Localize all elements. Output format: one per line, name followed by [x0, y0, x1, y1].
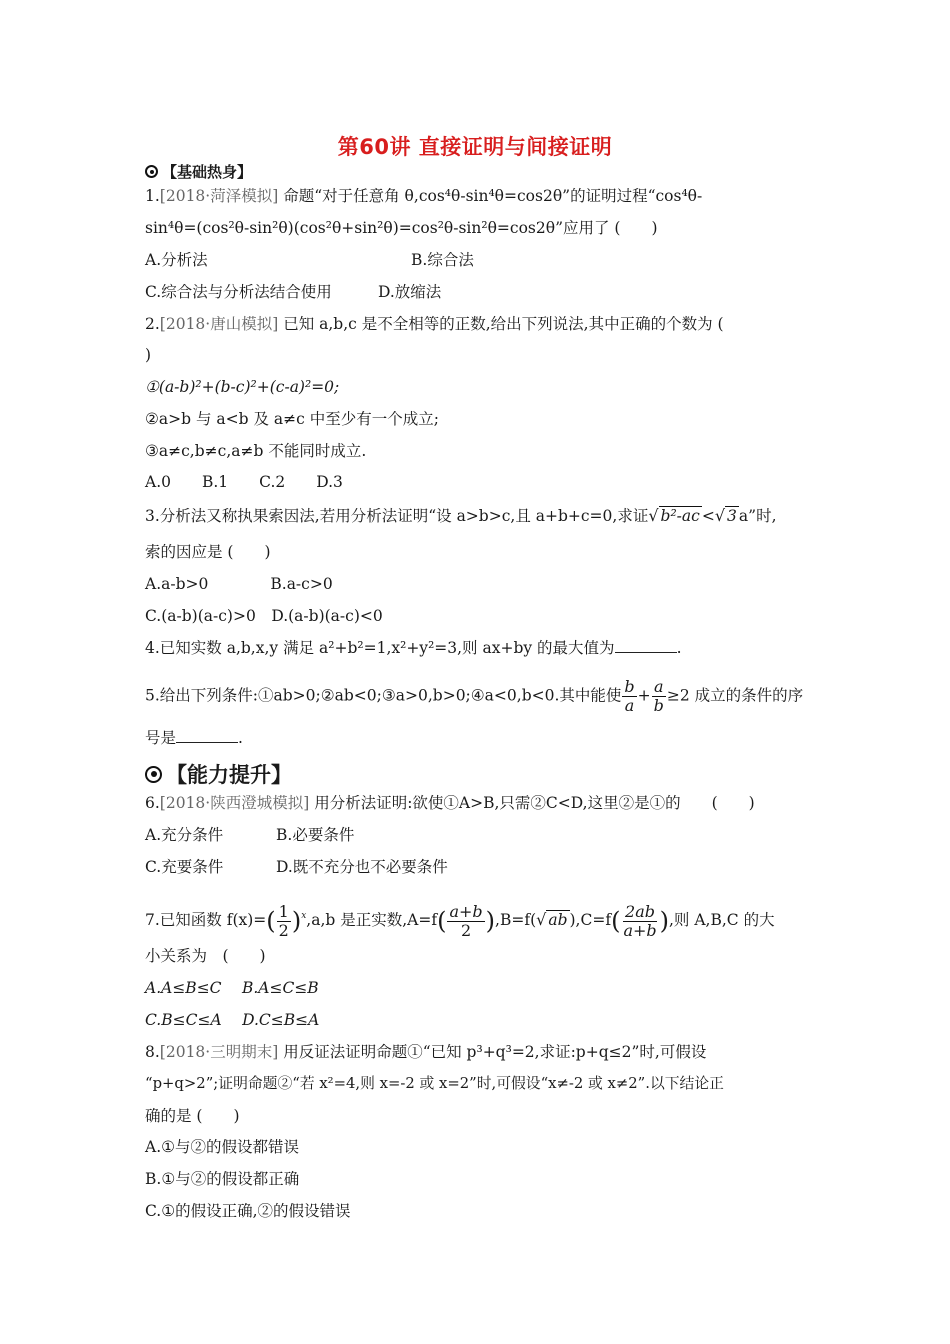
- q6-option-c: C.充要条件: [145, 858, 224, 876]
- target-icon: [145, 165, 158, 178]
- q7-text-b: ,a,b 是正实数,A=f: [306, 911, 438, 929]
- q2-source: [2018·唐山模拟]: [159, 315, 279, 333]
- q2-options: A.0 B.1 C.2 D.3: [145, 473, 343, 491]
- answer-blank[interactable]: [615, 638, 677, 653]
- answer-blank[interactable]: [176, 728, 238, 743]
- q5-plus: +: [637, 686, 651, 705]
- radical-sign: √: [648, 506, 659, 525]
- q7-text-c: ,B=f(: [495, 911, 537, 929]
- q8-option-b: B.①与②的假设都正确: [145, 1170, 300, 1188]
- q1-option-b: B.综合法: [411, 251, 474, 269]
- q8-line1: [145, 1042, 706, 1062]
- q2-line1: [145, 314, 724, 334]
- q2-item-2: ②a>b 与 a<b 及 a≠c 中至少有一个成立;: [145, 410, 439, 428]
- section-basic: [145, 161, 252, 182]
- q7-fraction-2ab-over-a-plus-b: [621, 903, 658, 940]
- frac-denominator: b: [653, 696, 664, 715]
- q5-line1: [145, 678, 803, 715]
- q5-text: 5.给出下列条件:①ab>0;②ab<0;③a>0,b>0;④a<0,b<0.其中能使: [145, 686, 622, 705]
- q6-option-b: B.必要条件: [276, 826, 355, 844]
- q4-end: .: [676, 639, 682, 657]
- q8-line2: “p+q>2”;证明命题②“若 x²=4,则 x=-2 或 x=2”时,可假设“x≠-2 或 x≠2”.以下结论正: [145, 1075, 724, 1092]
- q8-option-a: A.①与②的假设都错误: [145, 1138, 300, 1156]
- frac-denominator: 2: [460, 920, 472, 940]
- q3-options-ab: A.a-b>0 B.a-c>0: [145, 575, 333, 593]
- q6-number: 6.: [145, 794, 160, 812]
- q2-item-3: ③a≠c,b≠c,a≠b 不能同时成立.: [145, 442, 367, 460]
- q4-text: 4.已知实数 a,b,x,y 满足 a²+b²=1,x²+y²=3,则 ax+by 的最大值为: [145, 639, 615, 657]
- frac-denominator: a+b: [623, 920, 657, 940]
- q2-text: 已知 a,b,c 是不全相等的正数,给出下列说法,其中正确的个数为 (: [283, 315, 724, 333]
- frac-numerator: 1: [278, 901, 289, 921]
- q5-text-after: ≥2 成立的条件的序: [666, 686, 804, 705]
- q5-text-b: 号是: [145, 729, 177, 747]
- q3-line2: 索的因应是 ( ): [145, 543, 271, 561]
- q7-text-e: ,则 A,B,C 的大: [669, 911, 775, 929]
- frac-numerator: a: [654, 677, 664, 696]
- q3-less-than: <: [701, 507, 715, 525]
- q8-source: [2018·三明期末]: [159, 1043, 279, 1061]
- target-icon: [145, 766, 162, 783]
- q1-option-d: D.放缩法: [378, 283, 442, 301]
- q5-fraction-a-over-b: [652, 678, 666, 715]
- q3-line1: [145, 506, 777, 526]
- q5-fraction-b-over-a: [622, 678, 636, 715]
- section-advanced: [145, 759, 292, 789]
- q1-line1: [145, 186, 702, 206]
- q6-line: [145, 793, 755, 813]
- q7-line1: 7.已知函数 f(x)=( $\frac{1}{2}$ )$^x$,a,b 是正实数,A=f( $\frac{a+b}{2}$ ),B=f(√ ab ),C=f( $\frac{2ab}{a+b}$ ),则 A,B,C 的大: [145, 901, 775, 940]
- section-basic-label: 【基础热身】: [162, 163, 253, 181]
- q3-text: 3.分析法又称执果索因法,若用分析法证明“设 a>b>c,且 a+b+c=0,求证: [145, 507, 649, 525]
- q7-line2: 小关系为 ( ): [145, 947, 266, 965]
- q5-end: .: [238, 729, 243, 747]
- q1-source: [2018·菏泽模拟]: [159, 187, 279, 205]
- q7-radicand: ab: [548, 911, 568, 929]
- q1-line2: sin⁴θ=(cos²θ-sin²θ)(cos²θ+sin²θ)=cos²θ-sin²θ=cos2θ”应用了 ( ): [145, 219, 658, 237]
- q8-number: 8.: [145, 1043, 160, 1061]
- q7-options-ab: A.A≤B≤C B.A≤C≤B: [145, 979, 319, 997]
- q8-text-a: 用反证法证明命题①“已知 p³+q³=2,求证:p+q≤2”时,可假设: [283, 1043, 707, 1061]
- q6-option-a: A.充分条件: [145, 826, 224, 844]
- q7-options-cd: C.B≤C≤A D.C≤B≤A: [145, 1011, 320, 1029]
- q1-number: 1.: [145, 187, 160, 205]
- q3-radicand-1: b²-ac: [660, 507, 700, 525]
- frac-numerator: 2ab: [625, 901, 656, 921]
- q3-radicand-2: 3: [727, 507, 737, 525]
- q1-option-a: A.分析法: [145, 251, 208, 269]
- q1-option-c: C.综合法与分析法结合使用: [145, 283, 332, 301]
- q3-text-after: a”时,: [738, 507, 777, 525]
- radical-sign: √: [714, 506, 726, 525]
- frac-numerator: b: [624, 677, 635, 696]
- page-title: 第60讲 直接证明与间接证明: [337, 135, 613, 159]
- q2-item-1: ①(a-b)²+(b-c)²+(c-a)²=0;: [145, 378, 340, 396]
- frac-numerator: a+b: [449, 901, 483, 921]
- q5-line2: [145, 728, 243, 748]
- q1-text: 命题“对于任意角 θ,cos⁴θ-sin⁴θ=cos2θ”的证明过程“cos⁴θ-: [283, 187, 703, 205]
- radical-sign: √: [536, 910, 547, 929]
- q6-option-d: D.既不充分也不必要条件: [276, 858, 448, 876]
- q7-half-fraction: [277, 903, 291, 940]
- section-advanced-label: 【能力提升】: [166, 763, 292, 787]
- q8-option-c: C.①的假设正确,②的假设错误: [145, 1202, 351, 1220]
- q8-line3: 确的是 ( ): [145, 1107, 240, 1125]
- q7-exponent: x: [301, 911, 307, 921]
- q7-text-d: ),C=f: [569, 911, 612, 929]
- q4-line: [145, 638, 682, 658]
- q2-number: 2.: [145, 315, 160, 333]
- q7-text-a: 7.已知函数 f(x)=: [145, 911, 267, 929]
- q7-fraction-a-plus-b-over-2: [447, 903, 484, 940]
- frac-denominator: a: [624, 696, 635, 715]
- q3-options-cd: C.(a-b)(a-c)>0 D.(a-b)(a-c)<0: [145, 607, 383, 625]
- q2-line2: ): [145, 346, 152, 364]
- q6-source: [2018·陕西澄城模拟]: [159, 794, 310, 812]
- frac-denominator: 2: [278, 920, 289, 940]
- q6-text: 用分析法证明:欲使①A>B,只需②C<D,这里②是①的 ( ): [314, 794, 755, 812]
